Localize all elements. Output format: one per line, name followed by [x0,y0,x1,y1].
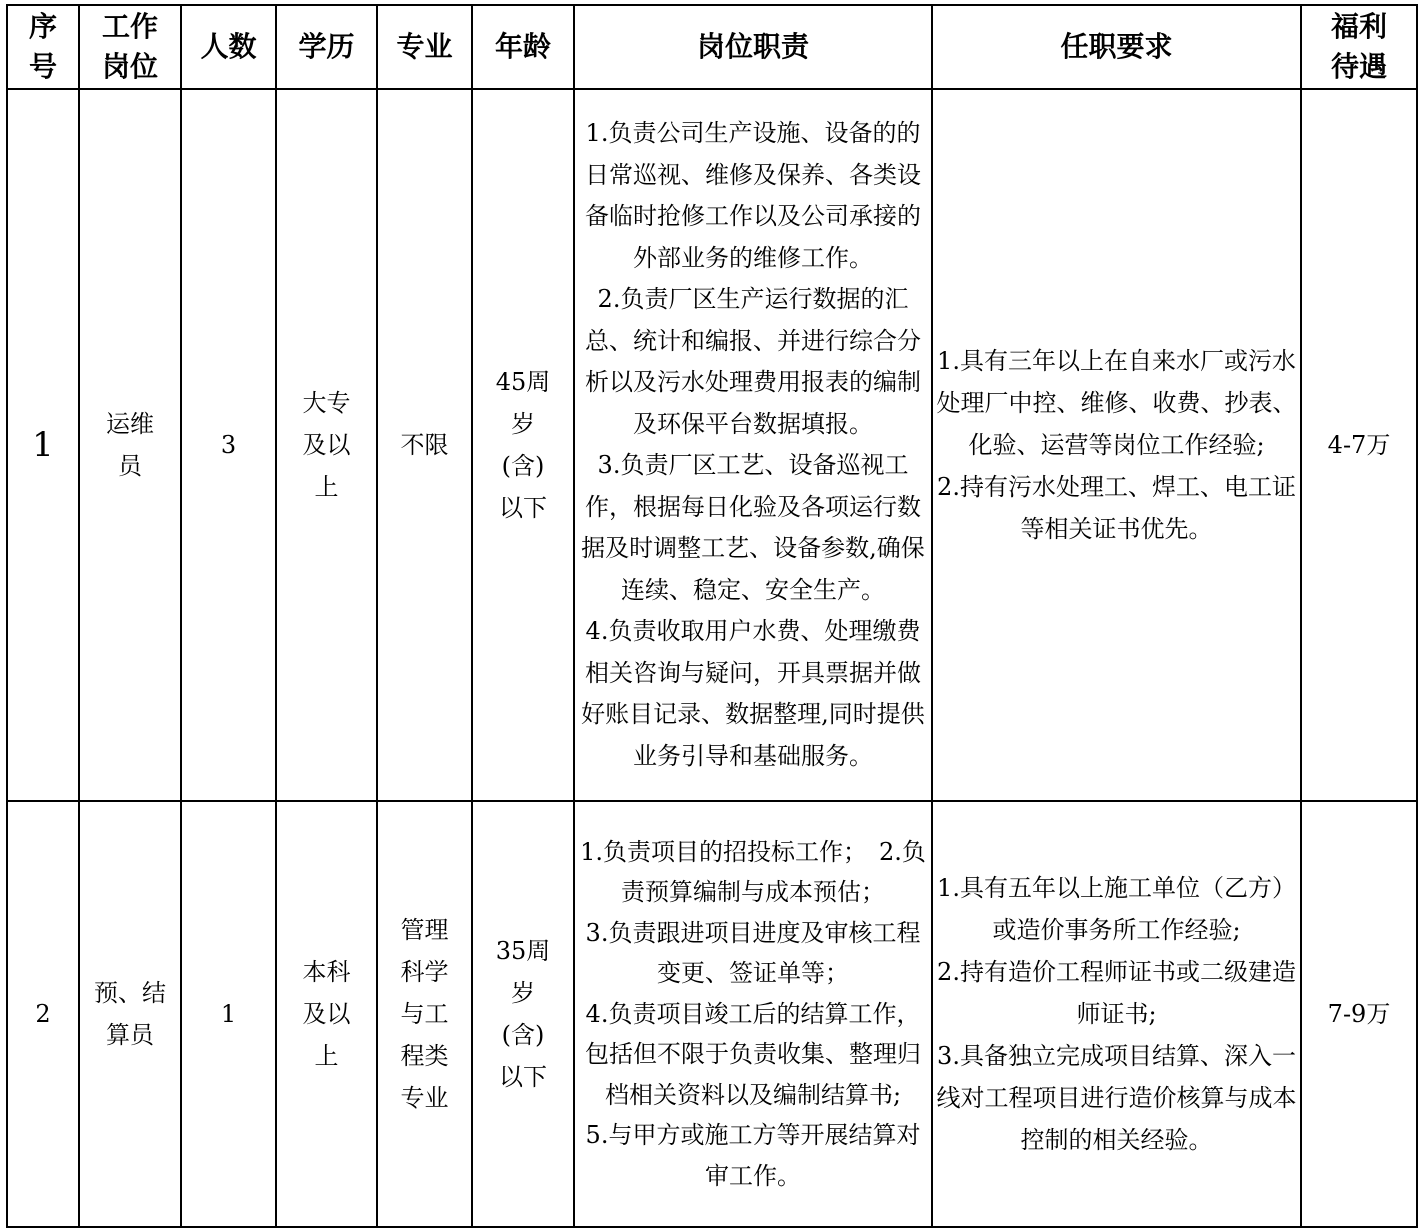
header-seq: 序号 [7,5,79,89]
row-count: 1 [181,801,276,1227]
row-duties [574,801,932,1227]
row-requirements [932,801,1301,1227]
header-benefits: 福利待遇 [1301,5,1417,89]
requirement-item: 2.持有造价工程师证书或二级建造师证书; [937,958,1296,1028]
table-row [7,89,1417,801]
header-age: 年龄 [472,5,574,89]
header-count: 人数 [181,5,276,89]
header-major: 专业 [377,5,472,89]
duty-item: 4.负责收取用户水费、处理缴费相关咨询与疑问，开具票据并做好账目记录、数据整理,同时提供业务引导和基础服务。 [581,617,925,770]
table-row [7,801,1417,1227]
row-seq: 1 [7,89,79,801]
row-major: 不限 [377,89,472,801]
header-position: 工作岗位 [79,5,181,89]
row-age: 35周岁(含)以下 [472,801,574,1227]
duty-item: 1.负责公司生产设施、设备的的日常巡视、维修及保养、各类设备临时抢修工作以及公司承接的外部业务的维修工作。 [585,119,921,272]
row-position: 预、结算员 [79,801,181,1227]
header-education: 学历 [276,5,377,89]
row-benefits: 4-7万 [1301,89,1417,801]
requirement-item: 1.具有五年以上施工单位（乙方）或造价事务所工作经验; [937,874,1296,944]
row-seq: 2 [7,801,79,1227]
recruitment-table [6,4,1418,1228]
requirement-item: 2.持有污水处理工、焊工、电工证等相关证书优先。 [937,473,1296,543]
row-major: 管理科学与工程类专业 [377,801,472,1227]
duty-item: 1.负责项目的招投标工作； 2.负责预算编制与成本预估； [580,837,926,907]
duty-item: 3.负责跟进项目进度及审核工程变更、签证单等； [585,918,921,988]
row-benefits: 7-9万 [1301,801,1417,1227]
duty-item: 3.负责厂区工艺、设备巡视工作，根据每日化验及各项运行数据及时调整工艺、设备参数,确保连续、稳定、安全生产。 [581,451,925,604]
duty-item: 5.与甲方或施工方等开展结算对审工作。 [585,1121,921,1190]
row-education: 本科及以上 [276,801,377,1227]
duty-item: 2.负责厂区生产运行数据的汇总、统计和编报、并进行综合分析以及污水处理费用报表的编制及环保平台数据填报。 [585,285,921,438]
row-count: 3 [181,89,276,801]
requirement-item: 3.具备独立完成项目结算、深入一线对工程项目进行造价核算与成本控制的相关经验。 [936,1042,1297,1154]
row-age: 45周岁(含)以下 [472,89,574,801]
header-requirements: 任职要求 [932,5,1301,89]
header-row [7,5,1417,89]
row-requirements [932,89,1301,801]
duty-item: 4.负责项目竣工后的结算工作，包括但不限于负责收集、整理归档相关资料以及编制结算书; [585,999,921,1109]
requirement-item: 1.具有三年以上在自来水厂或污水处理厂中控、维修、收费、抄表、化验、运营等岗位工作经验; [936,347,1297,459]
row-position: 运维员 [79,89,181,801]
row-education: 大专及以上 [276,89,377,801]
header-duties: 岗位职责 [574,5,932,89]
row-duties [574,89,932,801]
